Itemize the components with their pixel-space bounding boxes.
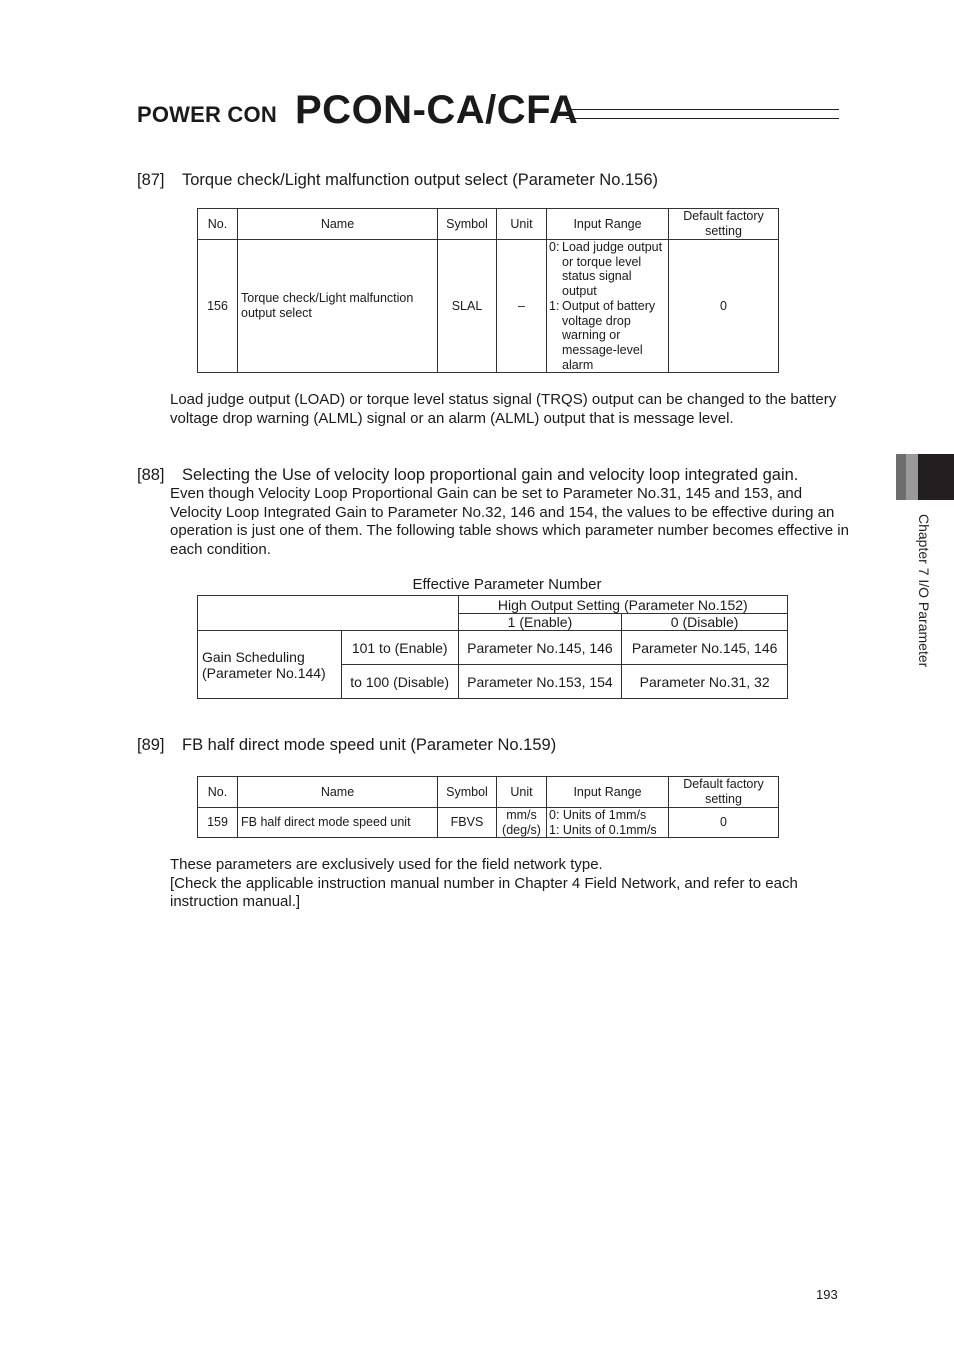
header-no: No.	[198, 777, 238, 808]
brand-model-title: PCON-CA/CFA	[295, 88, 579, 132]
parameter-156-table	[197, 208, 779, 373]
chapter-tab-block	[918, 454, 954, 500]
condition-cell: to 100 (Disable)	[341, 665, 458, 699]
high-output-header: High Output Setting (Parameter No.152)	[458, 596, 787, 614]
section-89-number: [89]	[137, 736, 165, 754]
table-row	[198, 808, 779, 838]
effective-parameter-table	[197, 595, 788, 699]
chapter-label: Chapter 7 I/O Parameter	[916, 514, 932, 668]
instruction-manual-note: [Check the applicable instruction manual number in Chapter 4 Field Network, and refer to each instruction manual.]	[170, 874, 798, 910]
section-88-number: [88]	[137, 466, 165, 484]
brand-power-con: POWER CON	[137, 102, 277, 127]
section-87-number: [87]	[137, 171, 165, 189]
header-rule-bottom	[566, 118, 839, 119]
col-enable-header: 1 (Enable)	[458, 614, 622, 631]
blank-corner-cell	[198, 596, 459, 631]
cell-unit: –	[497, 240, 547, 373]
range-option: 1: Units of 0.1mm/s	[549, 822, 657, 837]
header-unit: Unit	[497, 209, 547, 240]
table-row	[198, 240, 779, 373]
section-89-title: FB half direct mode speed unit (Parameter No.159)	[182, 736, 557, 754]
chapter-tab-stripe-1	[896, 454, 906, 500]
range-option: 1: Output of battery voltage drop warning or message-level alarm	[549, 298, 656, 372]
cell-name: Torque check/Light malfunction output select	[238, 240, 438, 373]
header-default: Default factory setting	[669, 209, 779, 240]
section-87-title: Torque check/Light malfunction output select (Parameter No.156)	[182, 171, 659, 189]
cell-no: 156	[198, 240, 238, 373]
header-symbol: Symbol	[438, 777, 497, 808]
gain-scheduling-label: Gain Scheduling (Parameter No.144)	[198, 631, 342, 699]
section-88-description: Even though Velocity Loop Proportional Gain can be set to Parameter No.31, 145 and 153, and Velocity Loop Integrated Gain to Parameter No.32, 146 and 154, the values to be effective during an operation is just one of them. The following table shows which parameter number becomes effective in each condition.	[170, 485, 849, 558]
cell-symbol: SLAL	[438, 240, 497, 373]
range-option: 0: Load judge output or torque level status signal output	[549, 240, 663, 299]
cell-input-range	[547, 808, 669, 838]
table-header-row	[198, 209, 779, 240]
input-range-list	[547, 808, 668, 837]
cell-symbol: FBVS	[438, 808, 497, 838]
table-row	[198, 631, 788, 665]
section-87-description: Load judge output (LOAD) or torque level status signal (TRQS) output can be changed to the battery voltage drop warning (ALML) signal or an alarm (ALML) output that is message level.	[170, 391, 837, 427]
enable-value-cell: Parameter No.145, 146	[458, 631, 622, 665]
cell-no: 159	[198, 808, 238, 838]
header-no: No.	[198, 209, 238, 240]
header-name: Name	[238, 209, 438, 240]
cell-default: 0	[669, 808, 779, 838]
header-rule-top	[566, 109, 839, 110]
field-network-note: These parameters are exclusively used for the field network type.	[170, 856, 603, 873]
header-default: Default factory setting	[669, 777, 779, 808]
page-number: 193	[816, 1287, 838, 1302]
header-name: Name	[238, 777, 438, 808]
input-range-list	[547, 240, 668, 372]
table-header-row	[198, 596, 788, 614]
condition-cell: 101 to (Enable)	[341, 631, 458, 665]
chapter-tab-stripe-2	[906, 454, 918, 500]
section-89-note	[170, 856, 850, 912]
parameter-159-table	[197, 776, 779, 838]
section-88-heading	[137, 466, 798, 485]
section-87-heading	[137, 171, 658, 190]
cell-unit: mm/s (deg/s)	[497, 808, 547, 838]
header-unit: Unit	[497, 777, 547, 808]
enable-value-cell: Parameter No.153, 154	[458, 665, 622, 699]
section-88-title: Selecting the Use of velocity loop proportional gain and velocity loop integrated gain.	[182, 466, 799, 484]
header-input-range: Input Range	[547, 209, 669, 240]
cell-name: FB half direct mode speed unit	[238, 808, 438, 838]
cell-input-range	[547, 240, 669, 373]
cell-default: 0	[669, 240, 779, 373]
range-option: 0: Units of 1mm/s	[549, 808, 647, 822]
section-89-heading	[137, 736, 556, 755]
header-symbol: Symbol	[438, 209, 497, 240]
disable-value-cell: Parameter No.145, 146	[622, 631, 788, 665]
table-header-row	[198, 777, 779, 808]
header-input-range: Input Range	[547, 777, 669, 808]
col-disable-header: 0 (Disable)	[622, 614, 788, 631]
disable-value-cell: Parameter No.31, 32	[622, 665, 788, 699]
effective-parameter-caption: Effective Parameter Number	[412, 576, 602, 593]
